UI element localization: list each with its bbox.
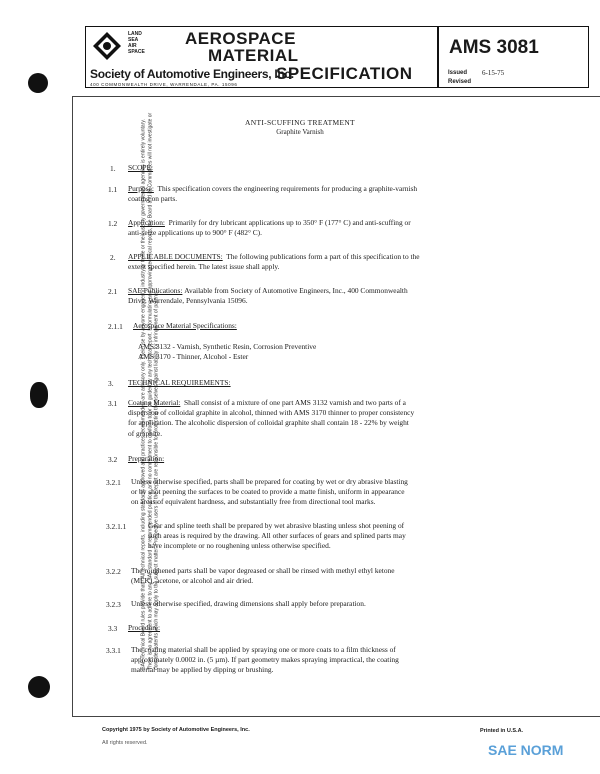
paragraph: SAE Publications: Available from Society of Automotive Engineers, Inc., 400 Commonwealth Drive, Warrendale, Pennsylvania 15096. bbox=[128, 286, 408, 306]
revised-label: Revised bbox=[448, 79, 472, 85]
section-heading: Aerospace Material Specifications: bbox=[133, 321, 237, 330]
section-number: 1.2 bbox=[108, 219, 118, 228]
section-number: 3.2.3 bbox=[106, 600, 121, 609]
society-address: 400 COMMONWEALTH DRIVE, WARRENDALE, PA. 15096 bbox=[90, 82, 238, 87]
section-heading: SCOPE: bbox=[128, 163, 154, 172]
doc-title: ANTI-SCUFFING TREATMENT bbox=[245, 118, 355, 127]
doc-subtitle: Graphite Varnish bbox=[276, 128, 324, 136]
list-item: AMS 3132 - Varnish, Synthetic Resin, Corrosion Preventive bbox=[138, 342, 317, 351]
title-aerospace: AEROSPACE bbox=[185, 29, 296, 48]
section-heading: TECHNICAL REQUIREMENTS: bbox=[128, 378, 231, 387]
paragraph: Purpose: This specification covers the engineering requirements for producing a graphite-varnish coating on parts. bbox=[128, 184, 418, 204]
sae-logo-icon bbox=[92, 31, 122, 61]
section-number: 1. bbox=[110, 164, 116, 173]
paragraph: Unless otherwise specified, drawing dimensions shall apply before preparation. bbox=[131, 599, 366, 608]
section-number: 2.1 bbox=[108, 287, 118, 296]
section-number: 3.2 bbox=[108, 455, 118, 464]
paragraph: The roughened parts shall be vapor degreased or shall be rinsed with methyl ethyl ketone (MEK), acetone, or alcohol and air dried. bbox=[131, 566, 395, 586]
title-specification: SPECIFICATION bbox=[276, 64, 413, 83]
footer-printed: Printed in U.S.A. bbox=[480, 728, 524, 734]
punch-hole-top bbox=[28, 73, 48, 93]
section-number: 1.1 bbox=[108, 185, 118, 194]
punch-hole-bottom bbox=[28, 676, 50, 698]
paragraph: APPLICABLE DOCUMENTS: The following publications form a part of this specification to the extent specified herein. The latest issue shall apply. bbox=[128, 252, 420, 272]
paragraph: Unless otherwise specified, parts shall be prepared for coating by wet or dry abrasive blasting or by shot peening the surfaces to be coated to provide a matte finish, uniform in appearance on areas of equivalent hardness, and substantially free from directional tool marks. bbox=[131, 477, 408, 507]
section-heading: Procedure: bbox=[128, 623, 161, 632]
section-number: 3.2.1 bbox=[106, 478, 121, 487]
footer-rights: All rights reserved. bbox=[102, 740, 148, 746]
footer-copyright: Copyright 1975 by Society of Automotive Engineers, Inc. bbox=[102, 727, 250, 733]
issued-date: 6-15-75 bbox=[482, 69, 505, 77]
paragraph: Application: Primarily for dry lubricant applications up to 350° F (177° C) and anti-scuffing or anti-seize applications up to 900° F (482° C). bbox=[128, 218, 411, 238]
paragraph: Gear and spline teeth shall be prepared by wet abrasive blasting unless shot peening of such areas is required by the drawing. All other surfaces of gears and splined parts may have incomplete or no roughening unless otherwise specified. bbox=[148, 521, 406, 551]
paragraph: The coating material shall be applied by spraying one or more coats to a film thickness of approximately 0.0002 in. (5 µm). If part geometry makes spraying impractical, the coating material may be applied by dipping or brushing. bbox=[131, 645, 399, 675]
side-disclaimer: SAE Technical Board rules provide that: "All technical reports, including standards approved and practices recommended, are advisory only. Their use by anyone engaged in industry or trade or their use by governmental agencies is entirely voluntary. There is no agreement to adhere to any SAE standard or recommended practice, and no commitment to conform to or be guided by any technical report. In formulating and approving technical reports, the Board and its Committees will not investigate or consider patents which may apply to the subject matter. Prospective users of the report are responsible for protecting themselves against liability for infringement of patents." bbox=[140, 112, 160, 670]
issued-label: Issued bbox=[448, 70, 468, 76]
section-number: 2.1.1 bbox=[108, 322, 123, 331]
section-number: 3.2.2 bbox=[106, 567, 121, 576]
section-number: 3.3 bbox=[108, 624, 118, 633]
list-item: AMS 3170 - Thinner, Alcohol - Ester bbox=[138, 352, 249, 361]
section-number: 2. bbox=[110, 253, 116, 262]
punch-hole-middle bbox=[30, 382, 48, 408]
title-material: MATERIAL bbox=[208, 46, 299, 65]
section-number: 3.1 bbox=[108, 399, 118, 408]
section-heading: Preparation: bbox=[128, 454, 165, 463]
doc-number: AMS 3081 bbox=[449, 37, 539, 58]
society-name: Society of Automotive Engineers, Inc. bbox=[90, 67, 294, 81]
section-number: 3. bbox=[108, 379, 114, 388]
paragraph: Coating Material: Shall consist of a mixture of one part AMS 3132 varnish and two parts of a dispersion of colloidal graphite in alcohol, thinned with AMS 3170 thinner to proper consistency for application. The alcoholic dispersion of colloidal graphite shall contain 18 - 22% by weight of graphite. bbox=[128, 398, 415, 438]
section-number: 3.2.1.1 bbox=[106, 522, 127, 531]
frame-bottom-rule bbox=[72, 716, 600, 717]
watermark-logo: SAE NORM bbox=[488, 742, 564, 758]
section-number: 3.3.1 bbox=[106, 646, 121, 655]
logo-caption: LAND SEA AIR SPACE bbox=[128, 31, 145, 55]
